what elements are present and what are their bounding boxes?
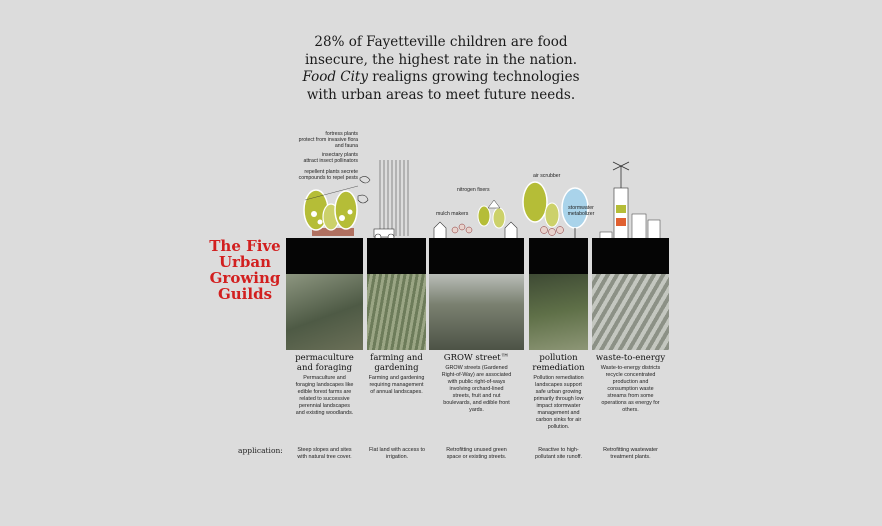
desc-line: production and	[612, 379, 649, 385]
desc-line: pollution.	[547, 424, 570, 430]
guilds-title-line: The Five	[209, 237, 281, 255]
headline-line-4: with urban areas to meet future needs.	[306, 86, 576, 103]
app-line: with natural tree cover.	[297, 454, 352, 460]
desc-line: streets, fruit and nut	[452, 393, 501, 399]
app-line: Flat land with access to	[368, 447, 426, 453]
farm-rows-icon	[374, 160, 408, 240]
guild-column-grow-street	[429, 238, 524, 414]
headline-food-city: Food City	[302, 69, 368, 85]
guild-name	[367, 353, 426, 373]
label-line: attract insect pollinators	[303, 158, 358, 165]
application-grow-street	[438, 447, 515, 461]
name-line: pollution	[539, 353, 578, 363]
guild-name	[286, 353, 363, 373]
desc-line: requiring management	[369, 382, 424, 388]
name-line: remediation	[532, 363, 585, 373]
application-label: application:	[238, 446, 283, 455]
app-line: pollutant site runoff.	[535, 454, 582, 460]
name-line: GROW street™	[443, 353, 510, 363]
application-pollution	[520, 447, 597, 461]
black-band	[592, 238, 669, 274]
desc-line: perennial landscapes	[299, 403, 350, 409]
headline-line-3-rest: realigns growing technologies	[368, 69, 580, 85]
forest-trees-icon	[304, 176, 370, 236]
desc-line: Permaculture and	[303, 375, 346, 381]
label-line: insectary plants	[321, 152, 358, 158]
guild-column-waste-to-energy	[592, 238, 669, 414]
app-line: space or existing streets.	[446, 454, 507, 460]
desc-line: foraging landscapes like	[295, 382, 354, 388]
desc-line: management and	[537, 410, 580, 416]
guild-description	[592, 365, 669, 414]
app-line: Retrofitting unused green	[446, 447, 507, 453]
guild-description	[529, 375, 588, 431]
name-line: and foraging	[296, 363, 353, 373]
desc-line: GROW streets (Gardened	[445, 365, 508, 371]
desc-line: Farming and gardening	[368, 375, 425, 381]
guild-name	[529, 353, 588, 373]
pollution-photo	[529, 274, 588, 350]
black-band	[529, 238, 588, 274]
desc-line: yards.	[469, 407, 484, 413]
app-line: Retrofitting wastewater	[603, 447, 658, 453]
app-line: treatment plants.	[610, 454, 651, 460]
label-line: stormwater	[568, 205, 594, 211]
waste-to-energy-photo	[592, 274, 669, 350]
application-farming	[362, 447, 432, 461]
desc-line: involving orchard-lined	[449, 386, 504, 392]
name-line: permaculture	[295, 353, 354, 363]
desc-line: edible forest farms are	[297, 389, 352, 395]
air-scrubber-label: air scrubber	[533, 173, 561, 179]
application-waste-to-energy	[592, 447, 669, 461]
guild-column-permaculture	[286, 238, 363, 417]
stormwater-metabolizer-label	[566, 205, 596, 218]
label-line: repellent plants secrete	[304, 169, 358, 175]
desc-line: related to successive	[299, 396, 350, 402]
nitrogen-fixers-label: nitrogen fixers	[457, 187, 490, 193]
black-band	[429, 238, 524, 274]
label-line: protect from invasive flora	[298, 137, 358, 143]
guild-name	[592, 353, 669, 363]
app-line: Steep slopes and sites	[297, 447, 352, 453]
guild-description	[286, 375, 363, 417]
headline-line-2: insecure, the highest rate in the nation.	[304, 51, 578, 68]
guild-column-pollution	[529, 238, 588, 431]
grow-street-photo	[429, 274, 524, 350]
guilds-title-line: Guilds	[217, 285, 273, 303]
farming-photo	[367, 274, 426, 350]
desc-line: recycle concentrated	[605, 372, 656, 378]
guild-description	[367, 375, 426, 396]
permaculture-photo	[286, 274, 363, 350]
label-line: fortress plants	[325, 131, 358, 137]
grow-street-icon	[434, 200, 517, 240]
insectary-plants-label	[298, 152, 358, 165]
desc-line: carbon sinks for air	[535, 417, 582, 423]
guild-column-farming	[367, 238, 426, 396]
desc-line: primarily through low	[533, 396, 584, 402]
desc-line: Pollution remediation	[533, 375, 584, 381]
black-band	[367, 238, 426, 274]
waste-to-energy-city-icon	[600, 162, 660, 240]
desc-line: boulevards, and edible front	[443, 400, 510, 406]
fortress-desc-label	[296, 137, 358, 150]
application-permaculture	[286, 447, 363, 461]
desc-line: landscapes support	[535, 382, 582, 388]
desc-line: and existing woodlands.	[295, 410, 354, 416]
desc-line: streams from some	[607, 393, 654, 399]
label-line: compounds to repel pests	[298, 175, 358, 182]
label-line: metabolizer	[567, 211, 595, 218]
repellent-plants-label	[296, 169, 358, 182]
desc-line: safe urban growing	[535, 389, 582, 395]
desc-line: consumption waste	[607, 386, 654, 392]
desc-line: impact stormwater	[536, 403, 581, 409]
guild-description	[429, 365, 524, 414]
app-line: Reactive to high-	[538, 447, 579, 453]
app-line: irrigation.	[385, 454, 409, 460]
headline-line-1: 28% of Fayetteville children are food	[314, 34, 568, 50]
name-line: gardening	[374, 363, 419, 373]
black-band	[286, 238, 363, 274]
label-line: and fauna	[334, 143, 358, 150]
desc-line: of annual landscapes.	[370, 389, 423, 395]
name-line: farming and	[370, 353, 423, 363]
guilds-title-line: Growing	[209, 269, 281, 287]
mulch-makers-label: mulch makers	[436, 211, 469, 217]
name-line: waste-to-energy	[595, 353, 666, 363]
guilds-title-line: Urban	[218, 253, 272, 271]
desc-line: operations as energy for	[601, 400, 660, 406]
desc-line: Right-of-Way) are associated	[441, 372, 512, 378]
desc-line: others.	[622, 407, 639, 413]
guild-name	[429, 353, 524, 363]
desc-line: Waste-to-energy districts	[600, 365, 661, 371]
desc-line: with public right-of-ways	[447, 379, 506, 385]
